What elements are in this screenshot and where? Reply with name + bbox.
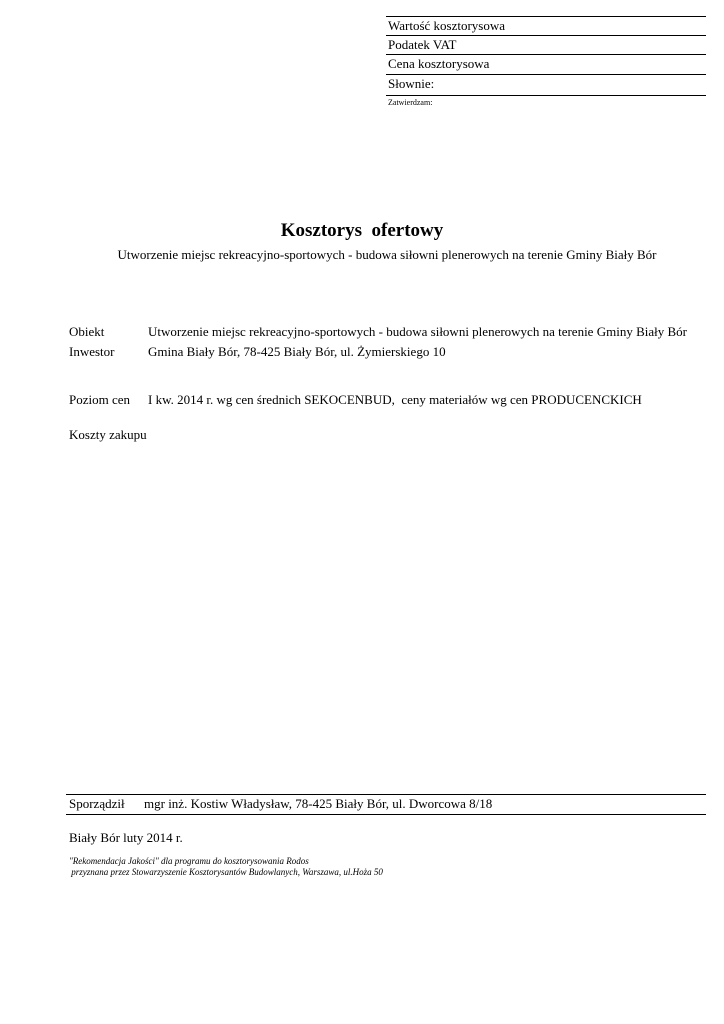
inwestor-label: Inwestor bbox=[69, 344, 115, 359]
place-date: Biały Bór luty 2014 r. bbox=[69, 830, 183, 845]
sporzadzil-label: Sporządził bbox=[69, 796, 125, 811]
box-line bbox=[386, 74, 706, 75]
box-line-top bbox=[386, 16, 706, 17]
quality-note-line2: przyznana przez Stowarzyszenie Kosztorysantów Budowlanych, Warszawa, ul.Hoża 50 bbox=[69, 867, 383, 877]
inwestor-value: Gmina Biały Bór, 78-425 Biały Bór, ul. Żymierskiego 10 bbox=[148, 344, 446, 359]
box-line bbox=[386, 35, 706, 36]
box-line bbox=[386, 95, 706, 96]
document-title: Kosztorys ofertowy bbox=[280, 220, 444, 241]
box-line bbox=[386, 54, 706, 55]
cena-label: Cena kosztorysowa bbox=[388, 56, 490, 71]
obiekt-value: Utworzenie miejsc rekreacyjno-sportowych - budowa siłowni plenerowych na terenie Gminy Biały Bór bbox=[148, 324, 687, 339]
footer-line-top bbox=[66, 794, 706, 795]
zatwierdzam-label: Zatwierdzam: bbox=[388, 98, 433, 107]
vat-label: Podatek VAT bbox=[388, 37, 457, 52]
quality-note-line1: "Rekomendacja Jakości" dla programu do kosztorysowania Rodos bbox=[69, 856, 309, 866]
footer-line-bottom bbox=[66, 814, 706, 815]
sporzadzil-value: mgr inż. Kostiw Władysław, 78-425 Biały Bór, ul. Dworcowa 8/18 bbox=[144, 796, 493, 811]
poziom-cen-label: Poziom cen bbox=[69, 392, 131, 407]
document-subtitle: Utworzenie miejsc rekreacyjno-sportowych - budowa siłowni plenerowych na terenie Gminy Biały Bór bbox=[117, 247, 657, 262]
obiekt-label: Obiekt bbox=[69, 324, 105, 339]
koszty-zakupu-label: Koszty zakupu bbox=[69, 427, 147, 442]
slownie-label: Słownie: bbox=[388, 76, 435, 91]
poziom-cen-value: I kw. 2014 r. wg cen średnich SEKOCENBUD, ceny materiałów wg cen PRODUCENCKICH bbox=[148, 392, 642, 407]
wartosc-label: Wartość kosztorysowa bbox=[388, 18, 506, 33]
